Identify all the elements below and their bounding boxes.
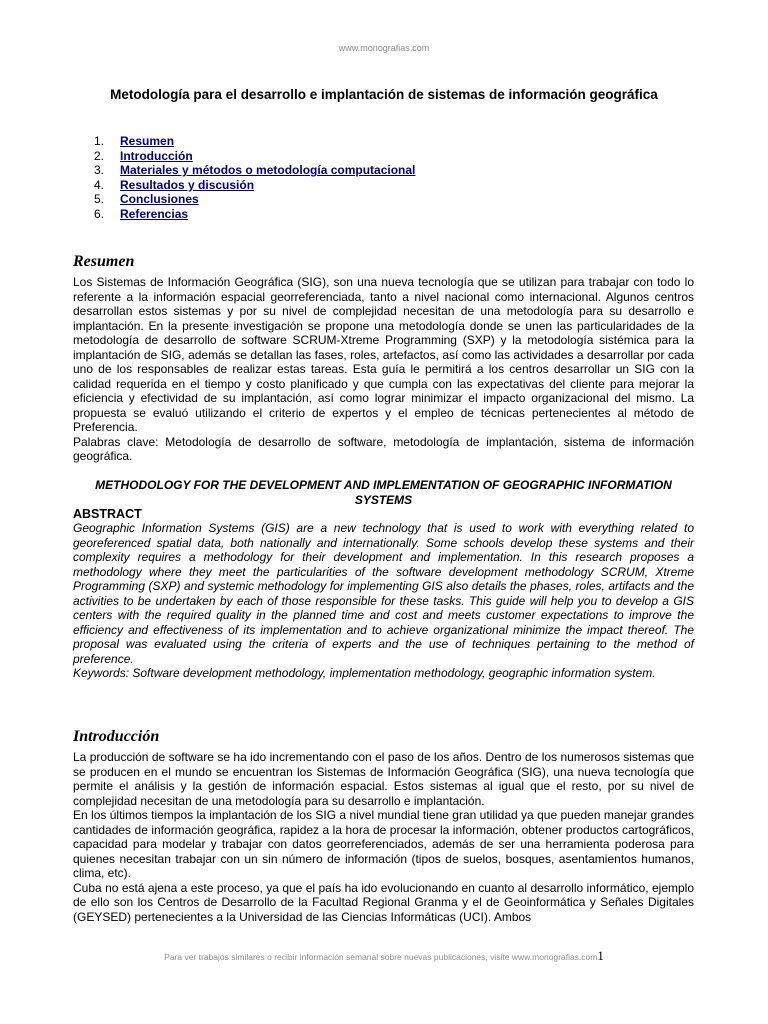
intro-paragraph: La producción de software se ha ido incrementando con el paso de los años. Dentro de los numerosos sistemas que se producen en el mundo se encuentran los Sistemas de Información Geográfica (SIG), una nueva tecnología que permite el análisis y la gestión de información espacial. Estos sistemas al igual que el resto, por su nivel de complejidad necesitan de una metodología para su desarrollo e implantación. xyxy=(73,750,694,808)
toc-item xyxy=(94,207,415,222)
abstract-body: Geographic Information Systems (GIS) are a new technology that is used to work with everything related to georeferenced spatial data, both nationally and internationally. Some schools develop these systems and their complexity requires a methodology for their development and implementation. In this research proposes a methodology where they meet the particularities of the software development methodology SCRUM, Xtreme Programming (SXP) and systemic methodology for implementing GIS also details the phases, roles, artifacts and the activities to be undertaken by each of those responsible for these tasks. This guide will help you to develop a GIS centers with the required quality in the planned time and cost and meets customer expectations to improve the efficiency and effectiveness of its implementation and to achieve organizational minimize the impact thereof. The proposal was evaluated using the criteria of experts and the use of techniques pertaining to the method of preference. xyxy=(73,521,694,666)
toc-link-materiales[interactable]: Materiales y métodos o metodología computacional xyxy=(120,163,416,178)
document-title: Metodología para el desarrollo e implantación de sistemas de información geográfica xyxy=(110,87,658,102)
english-title: METHODOLOGY FOR THE DEVELOPMENT AND IMPLEMENTATION OF GEOGRAPHIC INFORMATION SYSTEMS xyxy=(95,478,672,507)
toc-link-resumen[interactable]: Resumen xyxy=(120,134,175,148)
footer-text: Para ver trabajos similares o recibir información semanal sobre nuevas publicaciones, visite www.monografias.com xyxy=(164,952,598,962)
abstract-label: ABSTRACT xyxy=(73,507,142,521)
abstract-section xyxy=(73,521,694,681)
toc-item xyxy=(94,178,415,193)
intro-paragraph: Cuba no está ajena a este proceso, ya que el país ha ido evolucionando en cuanto al desarrollo informático, ejemplo de ello son los Centros de Desarrollo de la Facultad Regional Granma y el de Geoinformática y Señales Digitales (GEYSED) pertenecientes a la Universidad de las Ciencias Informáticas (UCI). Ambos xyxy=(73,880,694,924)
resumen-body: Los Sistemas de Información Geográfica (SIG), son una nueva tecnología que se utilizan para trabajar con todo lo referente a la información espacial georreferenciada, tanto a nivel nacional como internacional. Algunos centros desarrollan estos sistemas y por su nivel de complejidad necesitan de una metodología para su desarrollo e implantación. En la presente investigación se propone una metodología donde se unen las particularidades de la metodología de desarrollo de software SCRUM-Xtreme Programming (SXP) y la metodología sistémica para la implantación de SIG, además se detallan las fases, roles, artefactos, así como las actividades a desarrollar por cada uno de los responsables de realizar estas tareas. Esta guía le permitirá a los centros desarrollar un SIG con la calidad requerida en el tiempo y costo planificado y que cumpla con las expectativas del cliente para mejorar la eficiencia y efectividad de su implantación, así como lograr minimizar el impacto organizacional del mismo. La propuesta se evaluó utilizando el criterio de expertos y el empleo de técnicas pertenecientes al método de Preferencia. xyxy=(73,275,694,434)
toc-link-resultados[interactable]: Resultados y discusión xyxy=(120,177,255,192)
page-number: 1 xyxy=(597,948,604,963)
intro-paragraph: En los últimos tiempos la implantación de los SIG a nivel mundial tiene gran utilidad ya que pueden manejar grandes cantidades de información geográfica, rapidez a la hora de procesar la información, obtener productos cartográficos, capacidad para modelar y trabajar con datos georreferenciados, además de ser una herramienta poderosa para quienes necesitan trabajar con un sin número de información (tipos de suelos, bosques, asentamientos humanos, clima, etc). xyxy=(73,808,694,880)
table-of-contents xyxy=(94,134,415,222)
toc-number: 4. xyxy=(94,177,105,192)
introduccion-section xyxy=(73,750,694,924)
toc-number: 1. xyxy=(94,134,105,148)
section-heading-introduccion: Introducción xyxy=(73,728,160,745)
toc-item xyxy=(94,163,415,178)
toc-number: 5. xyxy=(94,192,105,207)
resumen-section xyxy=(73,275,694,464)
toc-number: 2. xyxy=(94,148,105,163)
toc-link-conclusiones[interactable]: Conclusiones xyxy=(120,192,199,207)
toc-item xyxy=(94,192,415,207)
toc-number: 6. xyxy=(94,206,105,221)
toc-link-introduccion[interactable]: Introducción xyxy=(120,148,193,163)
toc-link-referencias[interactable]: Referencias xyxy=(120,206,189,221)
toc-item xyxy=(94,134,415,149)
toc-number: 3. xyxy=(94,163,105,178)
abstract-keywords: Keywords: Software development methodology, implementation methodology, geographic information system. xyxy=(73,666,656,680)
footer xyxy=(0,948,768,964)
header-url: www.monografias.com xyxy=(338,43,430,53)
resumen-keywords: Palabras clave: Metodología de desarrollo de software, metodología de implantación, sistema de información geográfica. xyxy=(73,434,694,463)
toc-item xyxy=(94,149,415,164)
section-heading-resumen: Resumen xyxy=(73,253,135,270)
